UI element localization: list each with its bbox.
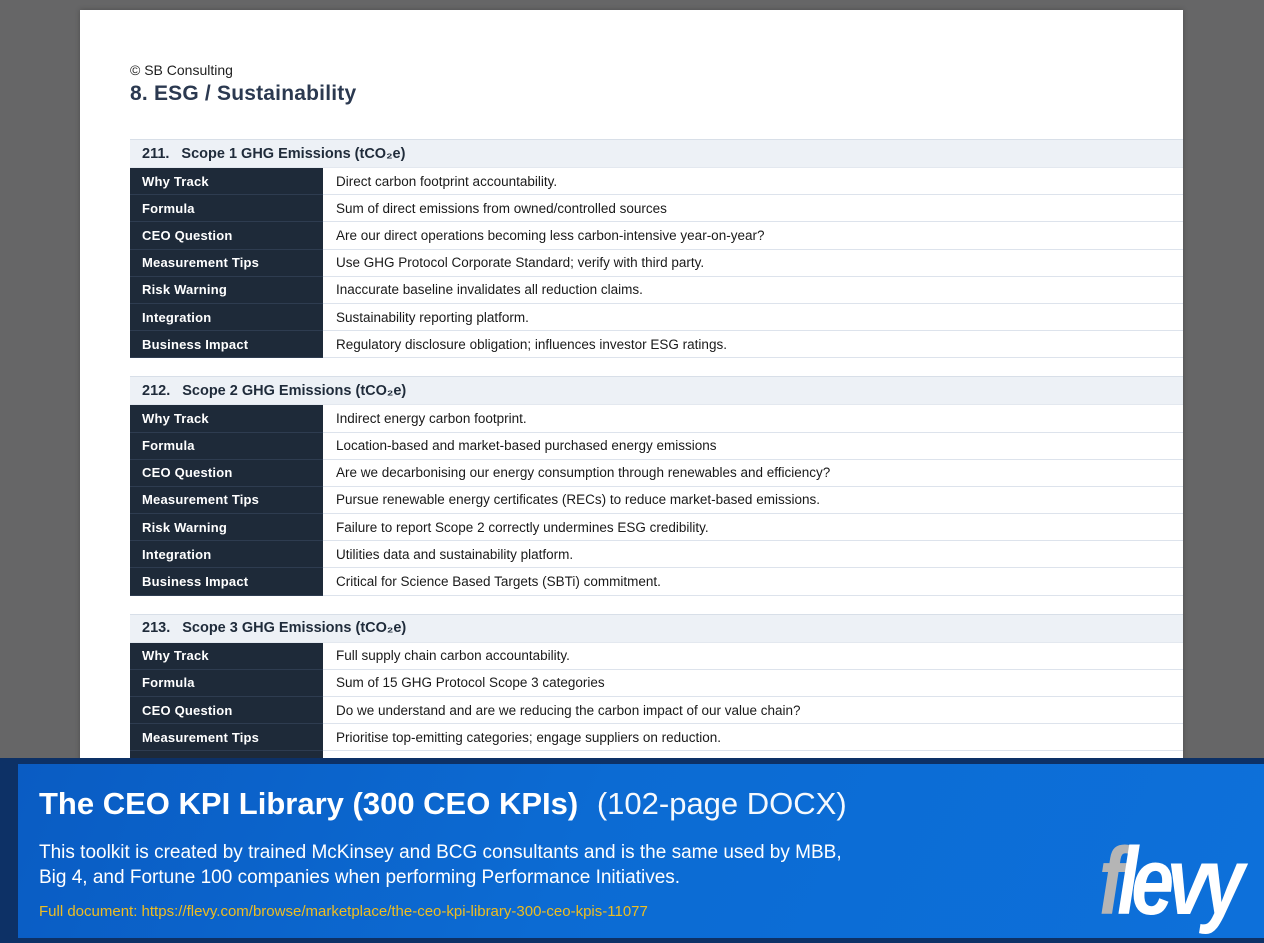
kpi-tables <box>130 139 1183 797</box>
row-label: Measurement Tips <box>130 487 323 514</box>
banner-description-line1: This toolkit is created by trained McKinsey and BCG consultants and is the same used by MBB, <box>39 842 842 863</box>
kpi-title: Scope 3 GHG Emissions (tCO₂e) <box>182 620 407 637</box>
table-row <box>130 487 1183 514</box>
row-label: CEO Question <box>130 697 323 724</box>
kpi-number: 213. <box>142 620 171 637</box>
table-row <box>130 195 1183 222</box>
row-value: Use GHG Protocol Corporate Standard; verify with third party. <box>323 250 1183 277</box>
flevy-logo-f: f <box>1098 828 1118 935</box>
row-label: Why Track <box>130 643 323 670</box>
row-value: Prioritise top-emitting categories; engage suppliers on reduction. <box>323 724 1183 751</box>
row-value: Location-based and market-based purchased energy emissions <box>323 433 1183 460</box>
row-value: Sustainability reporting platform. <box>323 304 1183 331</box>
row-value: Full supply chain carbon accountability. <box>323 643 1183 670</box>
full-document-link[interactable]: Full document: https://flevy.com/browse/marketplace/the-ceo-kpi-library-300-ceo-kpis-11077 <box>39 903 648 920</box>
table-row <box>130 514 1183 541</box>
banner-title <box>39 786 847 822</box>
row-label: Why Track <box>130 168 323 195</box>
table-row <box>130 643 1183 670</box>
kpi-title: Scope 1 GHG Emissions (tCO₂e) <box>181 145 406 162</box>
row-value: Do we understand and are we reducing the carbon impact of our value chain? <box>323 697 1183 724</box>
row-label: Business Impact <box>130 331 323 358</box>
row-label: Risk Warning <box>130 277 323 304</box>
row-label: CEO Question <box>130 460 323 487</box>
flevy-logo-levy: levy <box>1117 828 1238 935</box>
row-label: Integration <box>130 304 323 331</box>
row-value: Failure to report Scope 2 correctly undermines ESG credibility. <box>323 514 1183 541</box>
table-row <box>130 304 1183 331</box>
row-label: Measurement Tips <box>130 724 323 751</box>
flevy-logo <box>1098 828 1238 935</box>
row-label: Formula <box>130 670 323 697</box>
banner-description-line2: Big 4, and Fortune 100 companies when performing Performance Initiatives. <box>39 867 681 888</box>
kpi-table <box>130 376 1183 595</box>
kpi-number: 212. <box>142 382 171 399</box>
row-label: Why Track <box>130 405 323 432</box>
row-value: Pursue renewable energy certificates (RECs) to reduce market-based emissions. <box>323 487 1183 514</box>
kpi-number: 211. <box>142 145 170 162</box>
kpi-table-header <box>130 376 1183 405</box>
kpi-table-body <box>130 405 1183 595</box>
table-row <box>130 724 1183 751</box>
row-label: Risk Warning <box>130 514 323 541</box>
table-row <box>130 331 1183 358</box>
table-row <box>130 697 1183 724</box>
table-row <box>130 277 1183 304</box>
kpi-table-body <box>130 168 1183 358</box>
row-label: Business Impact <box>130 568 323 595</box>
table-row <box>130 568 1183 595</box>
row-value: Are we decarbonising our energy consumption through renewables and efficiency? <box>323 460 1183 487</box>
table-row <box>130 222 1183 249</box>
copyright-text: © SB Consulting <box>130 62 233 78</box>
table-row <box>130 541 1183 568</box>
row-value: Direct carbon footprint accountability. <box>323 168 1183 195</box>
row-value: Sum of 15 GHG Protocol Scope 3 categories <box>323 670 1183 697</box>
row-value: Regulatory disclosure obligation; influences investor ESG ratings. <box>323 331 1183 358</box>
table-row <box>130 433 1183 460</box>
row-label: Integration <box>130 541 323 568</box>
table-row <box>130 460 1183 487</box>
promo-banner-inner <box>18 764 1264 938</box>
table-row <box>130 405 1183 432</box>
kpi-table-header <box>130 139 1183 168</box>
table-row <box>130 670 1183 697</box>
row-value: Utilities data and sustainability platform. <box>323 541 1183 568</box>
kpi-table-header <box>130 614 1183 643</box>
banner-title-bold: The CEO KPI Library (300 CEO KPIs) <box>39 786 579 821</box>
row-value: Indirect energy carbon footprint. <box>323 405 1183 432</box>
row-value: Sum of direct emissions from owned/controlled sources <box>323 195 1183 222</box>
row-label: Formula <box>130 195 323 222</box>
row-label: Formula <box>130 433 323 460</box>
banner-description <box>39 840 842 890</box>
banner-title-format: (102-page DOCX) <box>596 786 847 821</box>
row-label: CEO Question <box>130 222 323 249</box>
row-value: Critical for Science Based Targets (SBTi) commitment. <box>323 568 1183 595</box>
kpi-table <box>130 139 1183 358</box>
table-row <box>130 168 1183 195</box>
row-value: Are our direct operations becoming less carbon-intensive year-on-year? <box>323 222 1183 249</box>
section-heading: 8. ESG / Sustainability <box>130 82 357 105</box>
kpi-table <box>130 614 1183 779</box>
row-value: Inaccurate baseline invalidates all reduction claims. <box>323 277 1183 304</box>
kpi-title: Scope 2 GHG Emissions (tCO₂e) <box>182 382 407 399</box>
table-row <box>130 250 1183 277</box>
row-label: Measurement Tips <box>130 250 323 277</box>
promo-banner <box>0 758 1264 943</box>
